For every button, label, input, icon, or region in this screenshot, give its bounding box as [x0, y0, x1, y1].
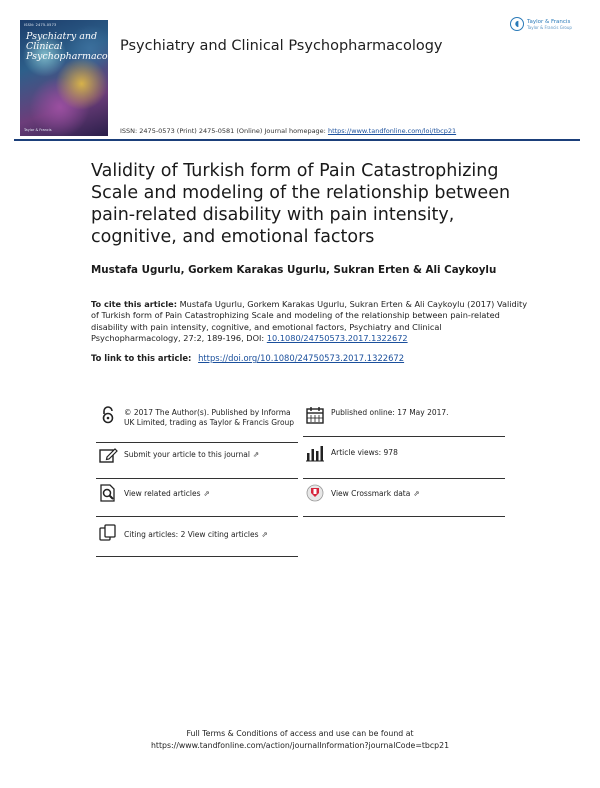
- citation-doi-link[interactable]: 10.1080/24750573.2017.1322672: [266, 332, 408, 343]
- article-doi-url[interactable]: https://doi.org/10.1080/24750573.2017.1322672: [198, 353, 405, 363]
- related-articles-box[interactable]: [96, 478, 298, 517]
- related-articles-link[interactable]: [124, 489, 300, 499]
- citing-articles-label: Citing articles: 2 View citing articles: [124, 530, 259, 539]
- journal-title: Psychiatry and Clinical Psychopharmacology: [120, 38, 443, 54]
- open-access-text: © 2017 The Author(s). Published by Informa UK Limited, trading as Taylor & Francis Group: [124, 408, 295, 427]
- submit-article-box[interactable]: [96, 442, 298, 479]
- crossmark-link[interactable]: [331, 489, 507, 499]
- footer-terms-text: Full Terms & Conditions of access and use can be found at: [186, 729, 414, 738]
- article-authors: Mustafa Ugurlu, Gorkem Karakas Ugurlu, Sukran Erten & Ali Caykoylu: [91, 264, 497, 276]
- cover-bottom-text: Taylor & Francis: [24, 128, 52, 132]
- footer: [0, 728, 600, 751]
- issn-text: ISSN: 2475-0573 (Print) 2475-0581 (Online) Journal homepage:: [120, 127, 326, 135]
- article-views-text: Article views: 978: [331, 448, 398, 457]
- published-online-box: [303, 402, 505, 437]
- open-access-icon: [98, 406, 118, 424]
- article-title: Validity of Turkish form of Pain Catastrophizing Scale and modeling of the relationship between pain-related disability with pain intensity, cognitive, and emotional factors: [91, 161, 511, 247]
- citation-label: To cite this article:: [91, 299, 177, 309]
- external-link-icon: ⇗: [413, 489, 420, 498]
- publisher-logo-sub: Taylor & Francis Group: [527, 24, 572, 30]
- cover-title: Psychiatry and Clinical Psychopharmacology: [26, 31, 128, 62]
- submit-article-link[interactable]: [124, 450, 300, 460]
- crossmark-box[interactable]: [303, 478, 505, 517]
- citing-articles-link[interactable]: [124, 530, 300, 540]
- article-views-box: [303, 436, 505, 479]
- crossmark-label: View Crossmark data: [331, 489, 411, 498]
- external-link-icon: ⇗: [252, 450, 260, 459]
- header-divider: [14, 139, 580, 141]
- citation-block: [91, 299, 531, 344]
- publisher-logo[interactable]: [510, 17, 572, 31]
- issn-line: [120, 127, 456, 135]
- related-articles-label: View related articles: [124, 489, 201, 498]
- citation-text: Mustafa Ugurlu, Gorkem Karakas Ugurlu, Sukran Erten & Ali Caykoylu (2017) Validity of Turkish form of Pain Catastrophizing Scale and modeling of the relationship between pain-related disability with pain intensity, cognitive, and emotional factors, Psychiatry and Clinical Psychopharmacology, 27:2, 189-196, DOI:: [91, 299, 528, 343]
- publisher-logo-icon: ◖: [510, 17, 524, 31]
- journal-homepage-link[interactable]: https://www.tandfonline.com/loi/tbcp21: [327, 127, 457, 135]
- document-search-icon: [98, 484, 118, 502]
- published-online-text: Published online: 17 May 2017.: [331, 408, 449, 417]
- external-link-icon: ⇗: [261, 530, 268, 539]
- calendar-icon: [305, 406, 325, 424]
- submit-article-label: Submit your article to this journal: [124, 450, 250, 459]
- publisher-logo-name: Taylor & Francis: [527, 18, 571, 25]
- bar-chart-icon: [305, 444, 325, 462]
- edit-icon: [98, 446, 118, 464]
- article-link-label: To link to this article:: [91, 353, 192, 363]
- journal-cover-image: [20, 20, 128, 136]
- cover-top-text: ISSN: 2475-0573: [24, 23, 57, 27]
- footer-terms-link[interactable]: https://www.tandfonline.com/action/journalInformation?journalCode=tbcp21: [150, 740, 450, 750]
- external-link-icon: ⇗: [203, 489, 210, 498]
- citing-articles-box[interactable]: [96, 516, 298, 557]
- open-access-box: [96, 402, 298, 443]
- crossmark-icon: [305, 484, 325, 502]
- article-link-line: [91, 353, 404, 363]
- copy-documents-icon: [98, 524, 118, 542]
